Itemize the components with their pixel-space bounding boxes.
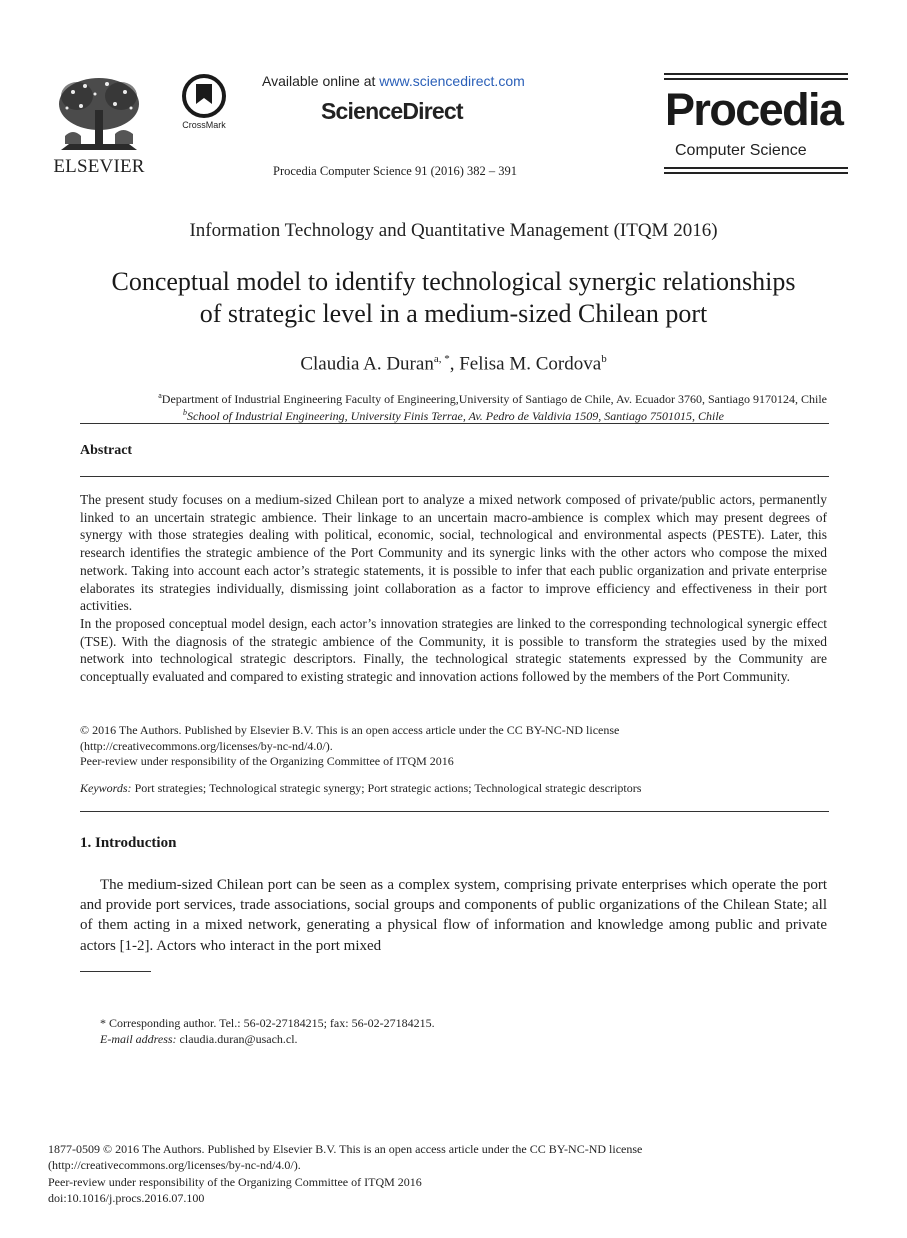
abstract-paragraph-2: In the proposed conceptual model design, each actor’s innovation strategies are linked to the corresponding technological synergic effect (TSE). With the diagnosis of the strategic ambience of the Community, it is possible to transform the strategies used by the mixed network into technological strategic descriptors. Finally, the technological strategic statements expressed by the Community are conceptually evaluated and compared to existing strategic and innovation actions followed by the members of the Port Community. — [80, 615, 827, 685]
footnote-corresponding-author: * Corresponding author. Tel.: 56-02-27184215; fax: 56-02-27184215. — [100, 1016, 435, 1030]
divider-below-keywords — [80, 811, 829, 812]
sciencedirect-brand: ScienceDirect — [321, 98, 463, 124]
email-address[interactable]: claudia.duran@usach.cl. — [176, 1032, 298, 1046]
keywords-label: Keywords: — [80, 781, 132, 795]
procedia-subtitle: Computer Science — [675, 142, 807, 159]
author-1-affil-mark: a, * — [433, 353, 450, 365]
author-2-affil-mark: b — [601, 353, 607, 365]
affiliation-b-text: School of Industrial Engineering, University Finis Terrae, Av. Pedro de Valdivia 1509, Santiago 7501015, Chile — [187, 409, 724, 423]
keywords — [80, 781, 827, 796]
copyright-line-1: © 2016 The Authors. Published by Elsevier B.V. This is an open access article under the CC BY-NC-ND license — [80, 723, 620, 737]
available-prefix: Available online at — [262, 73, 380, 89]
divider-above-abstract — [80, 423, 829, 424]
journal-citation: Procedia Computer Science 91 (2016) 382 – 391 — [273, 164, 518, 178]
affiliation-a-mark: a — [158, 391, 162, 400]
bottom-peer-review-line: Peer-review under responsibility of the Organizing Committee of ITQM 2016 — [48, 1174, 422, 1189]
author-1: Claudia A. Duran — [300, 353, 434, 375]
affiliation-b — [80, 408, 827, 424]
footnote-divider — [80, 971, 151, 972]
abstract-paragraph-1: The present study focuses on a medium-sized Chilean port to analyze a mixed network composed of private/public actors, permanently linked to an uncertain strategic ambience. Their linkage to an uncertain macro-ambience is complex which may present degrees of synergy with those strategies dealing with political, economic, social, technological and environmental aspects (PESTE). Later, this research identifies the strategic ambience of the Port Community and its synergic links with the other actors who compose the mixed network. Taking into account each actor’s strategic statements, it is possible to infer that each public organization and private enterprise elaborates its strategies individually, dismissing joint collaboration as a factor to improve efficiency and effectiveness in their port activities. — [80, 492, 827, 614]
abstract-heading: Abstract — [80, 443, 133, 458]
email-label: E-mail address: — [100, 1032, 177, 1046]
logo-rule-bottom-2 — [664, 172, 848, 174]
author-separator: , — [449, 353, 460, 375]
paper-title — [40, 266, 867, 330]
logo-rule-top-2 — [664, 78, 848, 80]
issn-copyright-line: 1877-0509 © 2016 The Authors. Published by Elsevier B.V. This is an open access article under the CC BY-NC-ND license — [48, 1142, 643, 1156]
conference-name: Information Technology and Quantitative Management (ITQM 2016) — [189, 220, 718, 241]
logo-rule-top — [664, 73, 848, 75]
license-link[interactable]: (http://creativecommons.org/licenses/by-nc-nd/4.0/). — [80, 738, 333, 753]
elsevier-wordmark: ELSEVIER — [53, 156, 145, 177]
crossmark-label: CrossMark — [182, 120, 226, 130]
crossmark-icon — [182, 74, 226, 118]
introduction-paragraph: The medium-sized Chilean port can be seen as a complex system, comprising private enterprises which operate the port and provide port services, trade associations, social groups and components of public organizations of the Chilean State; all of them acting in a mixed network, generating a physical flow of information and knowledge among public and private actors [1-2]. Actors who interact in the port mixed — [80, 877, 827, 954]
divider-below-abstract-heading — [80, 476, 829, 477]
procedia-journal-logo — [664, 73, 848, 177]
elsevier-tree-icon — [55, 74, 143, 154]
procedia-wordmark: Procedia — [665, 84, 843, 135]
affiliation-b-mark: b — [183, 408, 188, 417]
crossmark-badge[interactable] — [176, 74, 232, 136]
author-2: Felisa M. Cordova — [459, 353, 602, 375]
title-line-2: of strategic level in a medium-sized Chilean port — [199, 299, 708, 328]
keywords-list: Port strategies; Technological strategic synergy; Port strategic actions; Technological strategic descriptors — [131, 781, 642, 795]
peer-review-line: Peer-review under responsibility of the Organizing Committee of ITQM 2016 — [80, 754, 454, 768]
section-heading-introduction: 1. Introduction — [80, 835, 177, 851]
author-list — [0, 353, 907, 375]
title-line-1: Conceptual model to identify technological synergic relationships — [111, 267, 796, 296]
affiliation-a-text: Department of Industrial Engineering Faculty of Engineering,University of Santiago de Chile, Av. Ecuador 3760, Santiago 9170124, Chile — [161, 392, 827, 406]
bottom-license-link[interactable]: (http://creativecommons.org/licenses/by-nc-nd/4.0/). — [48, 1158, 301, 1173]
logo-rule-bottom — [664, 167, 848, 169]
available-online-line — [262, 73, 525, 89]
bottom-license-block — [48, 1141, 848, 1206]
affiliation-a — [80, 391, 827, 407]
doi-line[interactable]: doi:10.1016/j.procs.2016.07.100 — [48, 1190, 205, 1205]
copyright-notice — [80, 723, 827, 770]
elsevier-logo — [52, 74, 146, 178]
sciencedirect-link[interactable]: www.sciencedirect.com — [379, 73, 525, 89]
footnote-email — [100, 1032, 298, 1047]
abstract-body — [80, 491, 827, 686]
